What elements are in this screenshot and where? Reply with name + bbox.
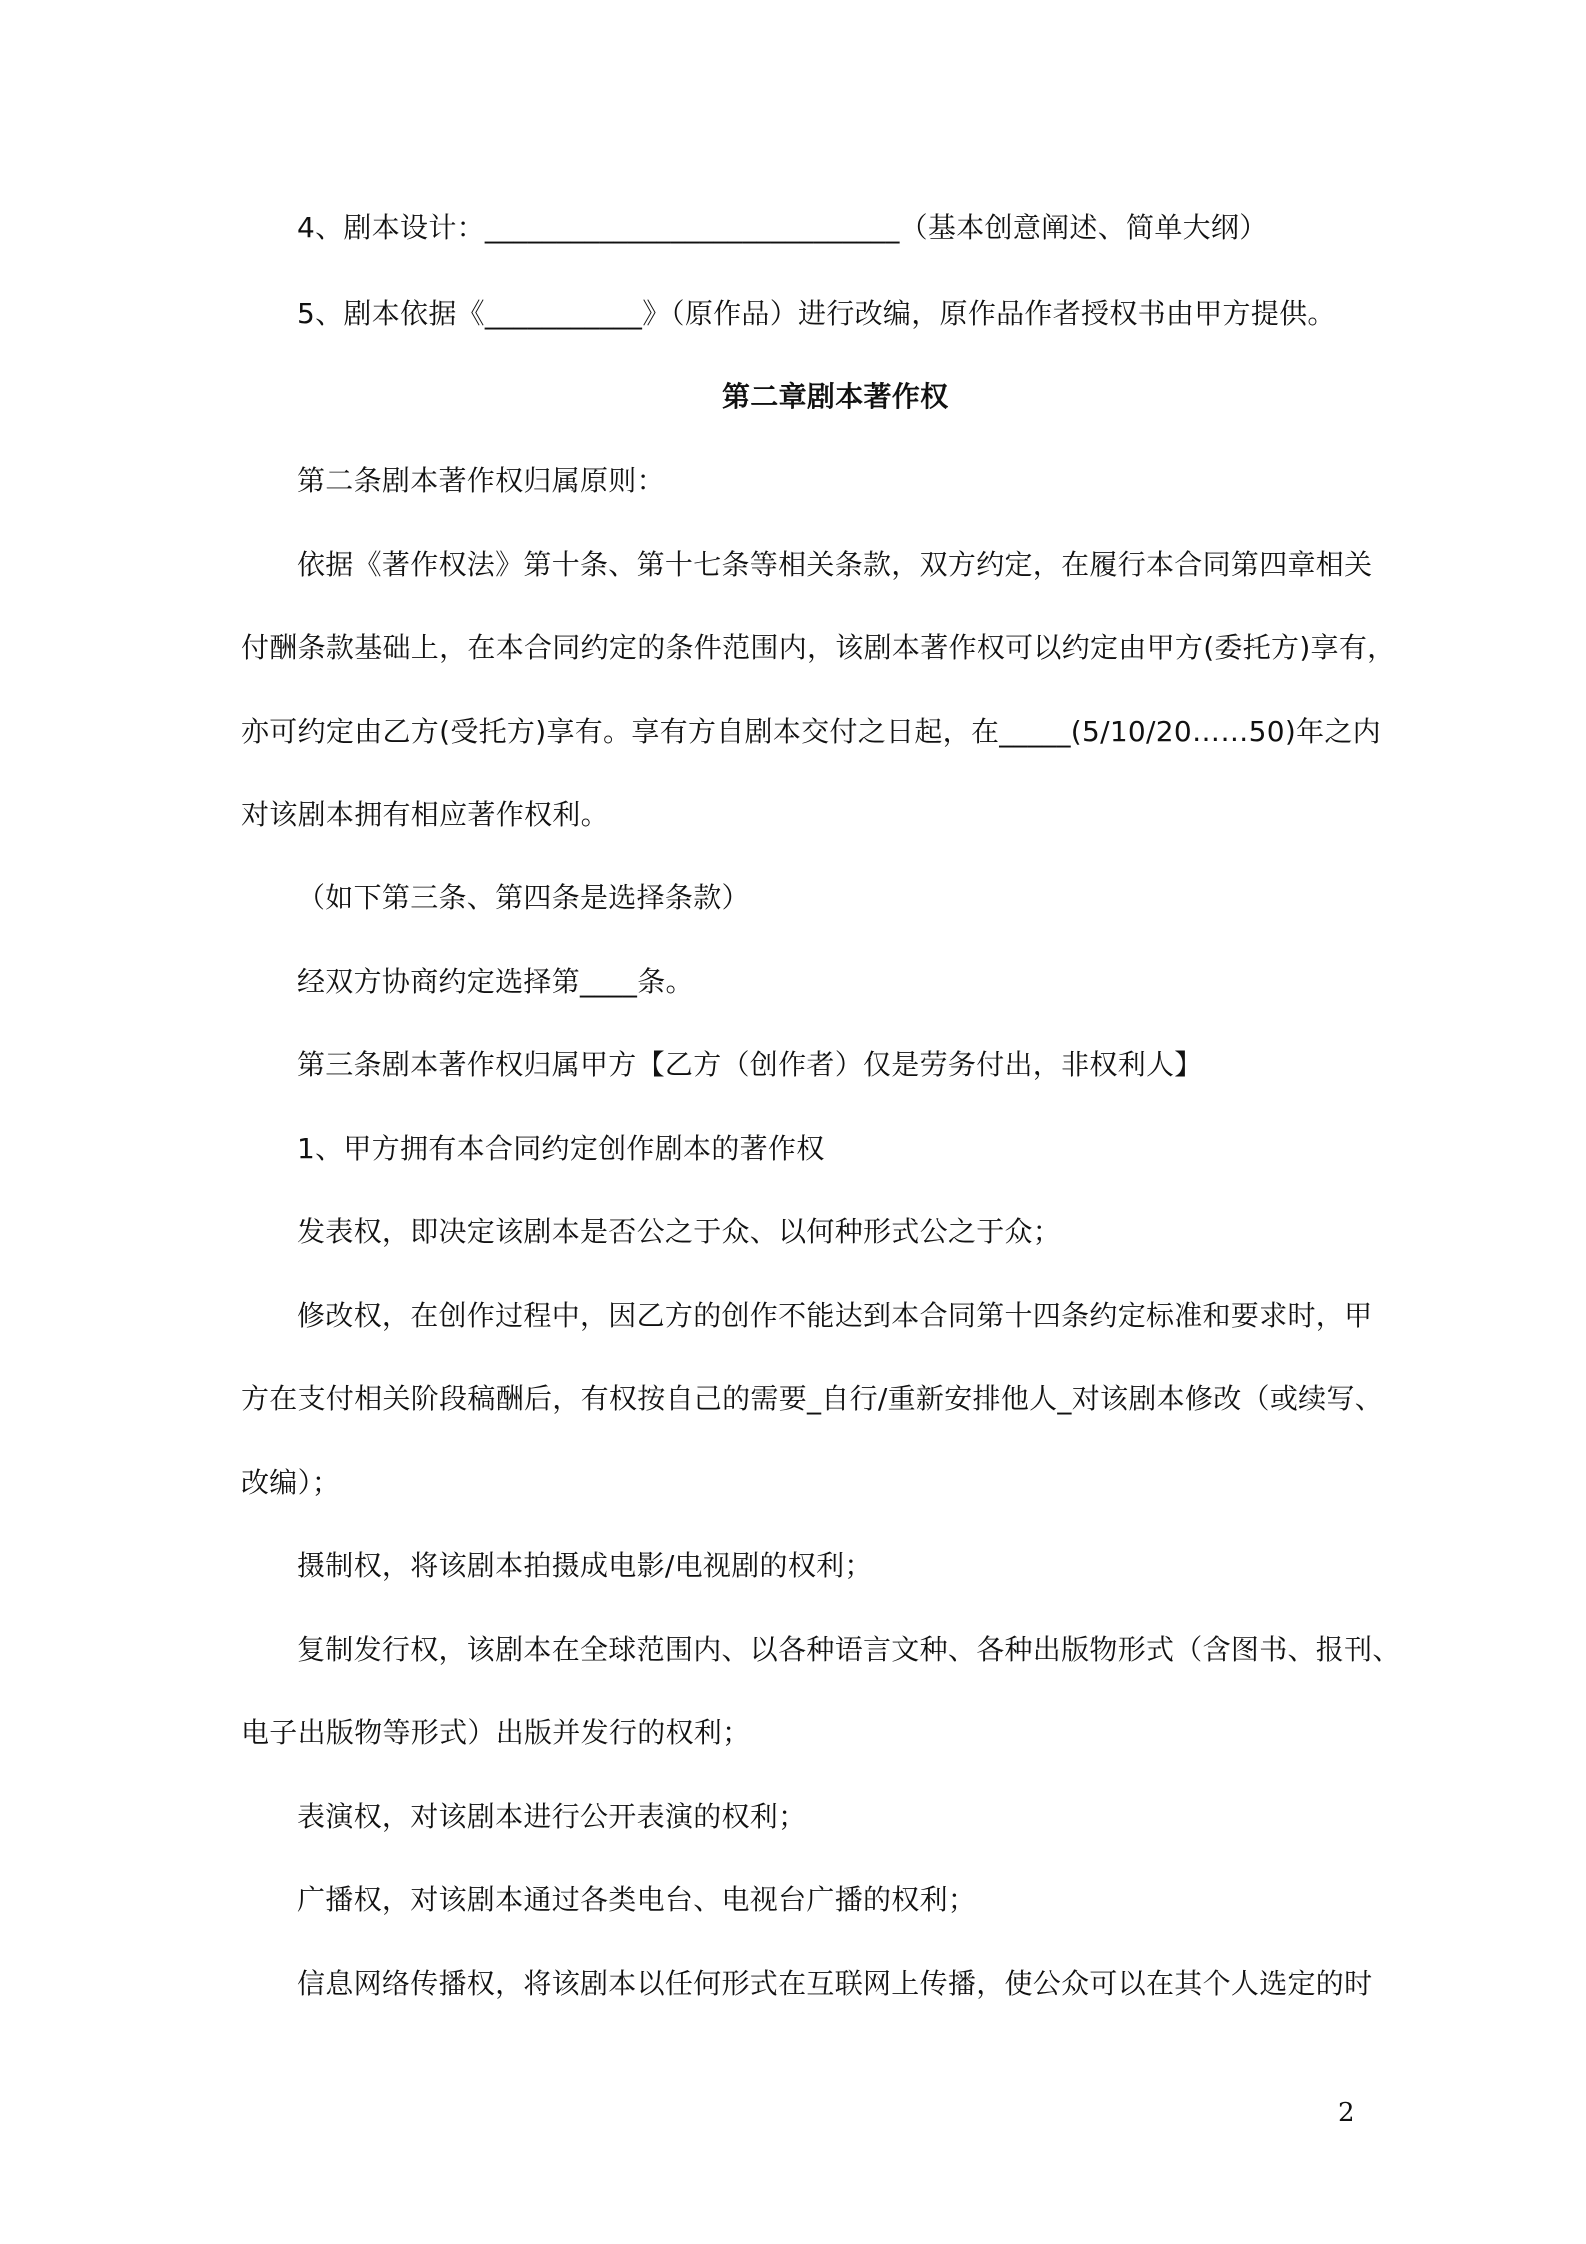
clause-line-script-design: 4、剧本设计：_____________________________（基本创意阐述、简单大纲） [297,211,1268,244]
paragraph-line: 信息网络传播权，将该剧本以任何形式在互联网上传播，使公众可以在其个人选定的时 [297,1967,1373,2000]
paragraph-line: 方在支付相关阶段稿酬后，有权按自己的需要_自行/重新安排他人_对该剧本修改（或续写、 [241,1382,1384,1415]
clause-line-source-work: 5、剧本依据《___________》（原作品）进行改编，原作品作者授权书由甲方提供。 [297,297,1336,330]
paragraph-line: 修改权，在创作过程中，因乙方的创作不能达到本合同第十四条约定标准和要求时，甲 [297,1299,1373,1332]
paragraph-line: 广播权，对该剧本通过各类电台、电视台广播的权利； [297,1883,977,1916]
paragraph-line: 发表权，即决定该剧本是否公之于众、以何种形式公之于众； [297,1215,1062,1248]
clause-line: 1、甲方拥有本合同约定创作剧本的著作权 [297,1132,825,1165]
paragraph-line: 电子出版物等形式）出版并发行的权利； [241,1716,751,1749]
paragraph-line: 改编）； [241,1466,341,1499]
article-title: 第二条剧本著作权归属原则： [297,464,665,497]
paragraph-line: 表演权，对该剧本进行公开表演的权利； [297,1800,807,1833]
note-line: （如下第三条、第四条是选择条款） [297,881,750,914]
paragraph-line: 依据《著作权法》第十条、第十七条等相关条款，双方约定，在履行本合同第四章相关 [297,548,1373,581]
paragraph-line: 对该剧本拥有相应著作权利。 [241,798,609,831]
article-title: 第三条剧本著作权归属甲方【乙方（创作者）仅是劳务付出，非权利人】 [297,1048,1203,1081]
paragraph-line: 付酬条款基础上，在本合同约定的条件范围内，该剧本著作权可以约定由甲方(委托方)享有， [241,631,1396,664]
page-number: 2 [1338,2098,1355,2128]
paragraph-line: 亦可约定由乙方(受托方)享有。享有方自剧本交付之日起，在_____(5/10/20……50)年之内 [241,715,1381,748]
selection-line: 经双方协商约定选择第____条。 [297,965,694,998]
paragraph-line: 复制发行权，该剧本在全球范围内、以各种语言文种、各种出版物形式（含图书、报刊、 [297,1633,1401,1666]
paragraph-line: 摄制权，将该剧本拍摄成电影/电视剧的权利； [297,1549,873,1582]
chapter-heading: 第二章剧本著作权 [722,380,949,413]
